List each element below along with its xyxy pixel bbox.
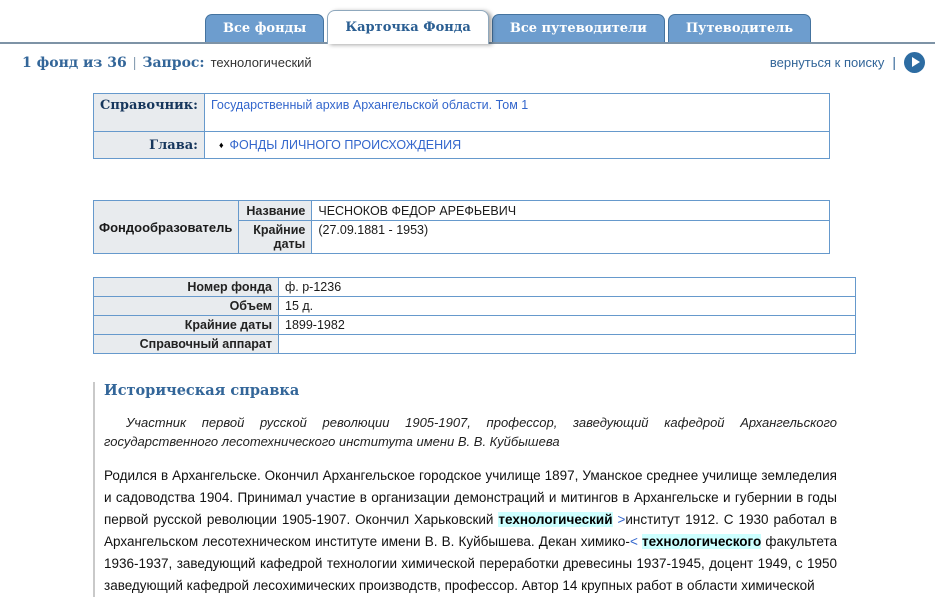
result-actions: [770, 52, 925, 73]
next-result-button[interactable]: [904, 52, 925, 73]
result-summary: [22, 54, 312, 71]
fund-number-label: Номер фонда: [94, 278, 279, 297]
tab-guide[interactable]: Путеводитель: [668, 14, 811, 42]
table-row: [94, 94, 830, 132]
table-row: [94, 316, 856, 335]
table-row: [94, 297, 856, 316]
reference-link[interactable]: Государственный архив Архангельской области. Том 1: [210, 98, 529, 112]
separator: |: [132, 53, 137, 70]
query-label: Запрос:: [142, 54, 205, 71]
reference-apparatus-label: Справочный аппарат: [94, 335, 279, 354]
tab-all-guides[interactable]: Все путеводители: [492, 14, 665, 42]
search-term-highlight: технологический: [498, 512, 613, 527]
table-row: [94, 132, 830, 159]
historical-note-body: [104, 465, 837, 597]
back-to-search-link[interactable]: вернуться к поиску: [769, 54, 885, 70]
chapter-link[interactable]: ФОНДЫ ЛИЧНОГО ПРОИСХОЖДЕНИЯ: [229, 138, 462, 152]
table-row: [94, 335, 856, 354]
historical-note-title: Историческая справка: [104, 382, 300, 399]
volume-label: Объем: [94, 297, 279, 316]
volume-value: 15 д.: [279, 297, 856, 316]
dates-label: Крайние даты: [239, 221, 312, 254]
result-bar: [0, 44, 935, 80]
body-text: институт 1912. С 1930 работал в Архангельском лесотехническом институте имени В. В. Куйбышева. Декан химико-: [104, 512, 837, 549]
name-value: ЧЕСНОКОВ ФЕДОР АРЕФЬЕВИЧ: [312, 201, 830, 221]
search-term-highlight: технологического: [641, 534, 762, 549]
fund-details-table: [93, 277, 856, 354]
table-row: [94, 201, 830, 221]
historical-note-lead: Участник первой русской революции 1905-1907, профессор, заведующий кафедрой Архангельского государственного лесотехнического института имени В. В. Куйбышева: [104, 415, 837, 449]
reference-label: Справочник:: [94, 94, 205, 132]
body-text: Родился в Архангельске. Окончил Архангельское городское училище 1897, Уманское среднее училище земледелия и садоводства 1904. Принимал участие в организации демонстраций и митингов в Архангельске и губернии в годы первой русской революции 1905-1907. Окончил Харьковский: [104, 468, 837, 527]
fund-number-value: ф. р-1236: [279, 278, 856, 297]
tab-bar: [0, 0, 935, 44]
date-range-value: 1899-1982: [279, 316, 856, 335]
tab-fund-card[interactable]: Карточка Фонда: [327, 10, 489, 44]
chapter-label: Глава:: [94, 132, 205, 159]
fund-creator-header: Фондообразователь: [94, 201, 239, 254]
next-occurrence-link[interactable]: >: [612, 512, 626, 527]
date-range-label: Крайние даты: [94, 316, 279, 335]
reference-apparatus-value: [279, 335, 856, 354]
table-row: [94, 278, 856, 297]
reference-table: [93, 93, 830, 159]
diamond-bullet-icon: ♦: [218, 140, 224, 150]
historical-note-section: [93, 382, 837, 597]
dates-value: (27.09.1881 - 1953): [312, 221, 830, 254]
result-count: 1 фонд из 36: [22, 54, 127, 71]
separator: |: [892, 54, 896, 70]
name-label: Название: [239, 201, 312, 221]
fund-creator-table: [93, 200, 830, 254]
query-value: технологический: [210, 54, 312, 70]
tab-all-funds[interactable]: Все фонды: [205, 14, 324, 42]
prev-occurrence-link[interactable]: <: [629, 534, 642, 549]
play-circle-icon: [912, 57, 920, 67]
body-text: факультета 1936-1937, заведующий кафедрой технологии химической переработки древесины 1937-1945, доцент 1949, с 1950 заведующий кафедрой лесохимических производств, профессор. Автор 14 крупных работ в области химической: [104, 534, 837, 593]
